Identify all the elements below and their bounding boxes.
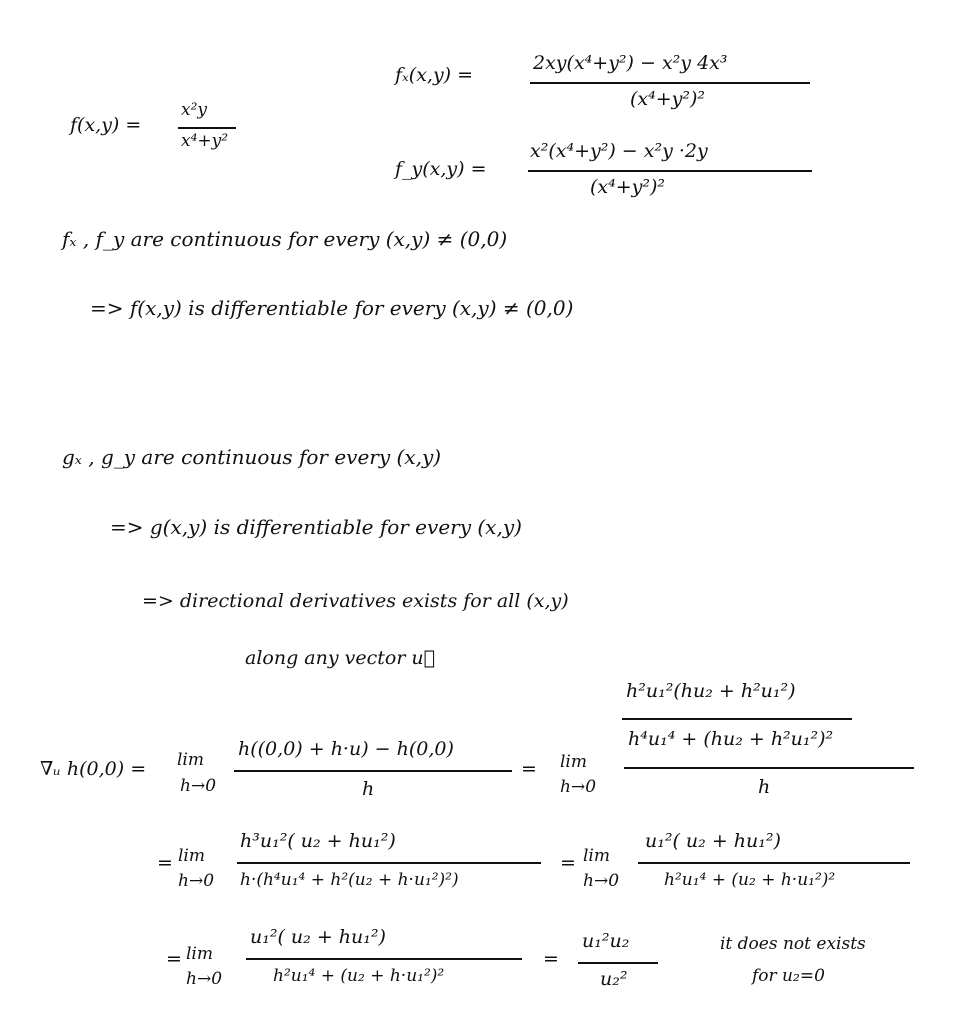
f-definition-fraction-bar [178,127,236,129]
result-numerator: u₁²u₂ [582,930,630,952]
eq3-lim-subscript: h→0 [186,969,223,989]
fx-fy-continuous-statement: fₓ , f_y are continuous for every (x,y) ≠ (0,0) [62,227,508,251]
eq2-denominator2: h²u₁⁴ + (u₂ + h·u₁²)² [664,870,836,890]
g-differentiable-statement: => g(x,y) is differentiable for every (x,y) [110,515,522,539]
eq1-inner-denominator: h⁴u₁⁴ + (hu₂ + h²u₁²)² [628,728,834,750]
eq2-equals: = [157,852,173,874]
eq3-equals2: = [543,948,559,970]
f-definition-denominator: x⁴+y² [181,131,229,151]
fx-lhs: fₓ(x,y) = [395,64,474,86]
eq2-fraction-bar2 [638,862,910,864]
does-not-exist-note: it does not exists [720,934,866,954]
eq2-numerator: h³u₁²( u₂ + hu₁²) [240,830,396,852]
directional-derivative-lhs: ∇ᵤ h(0,0) = [40,758,147,780]
fy-numerator: x²(x⁴+y²) − x²y ·2y [530,140,708,162]
eq1-inner-numerator: h²u₁²(hu₂ + h²u₁²) [626,680,796,702]
f-definition-numerator: x²y [181,100,208,120]
eq1-outer-fraction-bar [624,767,914,769]
eq1-numerator: h((0,0) + h·u) − h(0,0) [238,738,454,760]
along-vector-statement: along any vector u⃗ [245,647,436,669]
condition-note: for u₂=0 [752,966,825,986]
eq3-denominator: h²u₁⁴ + (u₂ + h·u₁²)² [273,966,445,986]
eq1-fraction-bar [234,770,512,772]
f-definition-lhs: f(x,y) = [70,114,142,136]
fx-numerator: 2xy(x⁴+y²) − x²y 4x³ [533,52,728,74]
eq3-numerator: u₁²( u₂ + hu₁²) [250,926,386,948]
fy-denominator: (x⁴+y²)² [590,176,666,198]
eq3-equals: = [166,948,182,970]
result-fraction-bar [578,962,658,964]
eq3-fraction-bar [246,958,522,960]
eq1-lim-subscript: h→0 [180,776,217,796]
eq1-lim: lim [177,750,204,770]
fy-fraction-bar [528,170,812,172]
eq2-lim-subscript: h→0 [178,871,215,891]
eq3-lim: lim [186,944,213,964]
eq1-outer-denominator: h [758,776,771,798]
eq2-denominator: h·(h⁴u₁⁴ + h²(u₂ + h·u₁²)²) [240,870,459,890]
eq2-lim2-subscript: h→0 [583,871,620,891]
eq1-inner-fraction-bar [622,718,852,720]
eq2-fraction-bar [237,862,541,864]
eq2-lim: lim [178,846,205,866]
fx-denominator: (x⁴+y²)² [630,88,706,110]
fy-lhs: f_y(x,y) = [395,158,487,180]
eq2-numerator2: u₁²( u₂ + hu₁²) [645,830,781,852]
eq2-lim2: lim [583,846,610,866]
eq1-equals: = [521,758,537,780]
directional-derivatives-statement: => directional derivatives exists for all (x,y) [142,590,569,612]
fx-fraction-bar [530,82,810,84]
eq1-denominator: h [362,778,375,800]
eq1-lim2-subscript: h→0 [560,777,597,797]
eq2-equals2: = [560,852,576,874]
gx-gy-continuous-statement: gₓ , g_y are continuous for every (x,y) [62,445,442,469]
eq1-lim2: lim [560,752,587,772]
result-denominator: u₂² [600,968,628,990]
f-differentiable-statement: => f(x,y) is differentiable for every (x,y) ≠ (0,0) [90,296,574,320]
